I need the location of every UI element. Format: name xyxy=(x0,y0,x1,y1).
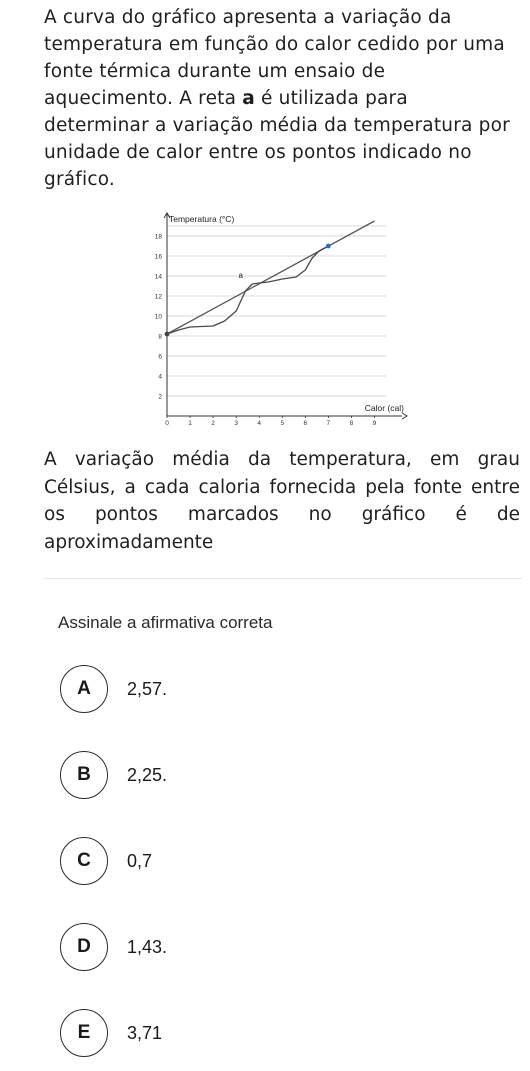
x-tick-label-7: 7 xyxy=(326,420,331,427)
y-tick-label-8: 8 xyxy=(158,333,162,341)
x-tick-label-1: 1 xyxy=(188,420,192,427)
marked-point-1 xyxy=(165,332,170,337)
line-a-annotation: a xyxy=(238,271,243,280)
temperature-heat-chart xyxy=(140,208,420,434)
option-e-text[interactable]: 3,71 xyxy=(127,1022,163,1043)
x-tick-label-8: 8 xyxy=(349,420,354,427)
option-c-text[interactable]: 0,7 xyxy=(127,850,153,871)
y-tick-label-4: 4 xyxy=(158,373,162,381)
option-e[interactable] xyxy=(60,1008,162,1058)
x-tick-label-2: 2 xyxy=(211,420,215,427)
option-a-text[interactable]: 2,57. xyxy=(127,678,168,699)
question-part-1: A curva do gráfico apresenta a variação da temperatura em função do calor cedido por uma fonte térmica durante um ensaio de aquecimento. A reta xyxy=(44,7,505,109)
marked-point-2 xyxy=(326,244,331,249)
x-tick-label-9: 9 xyxy=(372,420,377,427)
y-tick-label-10: 10 xyxy=(154,313,162,321)
followup-text: A variação média da temperatura, em grau Célsius, a cada caloria fornecida pela fonte entre os pontos marcados no gráfico é de aproximadamente xyxy=(44,449,520,553)
y-tick-label-16: 16 xyxy=(154,253,162,261)
option-b-text[interactable]: 2,25. xyxy=(127,764,168,785)
question-part-2: é utilizada para determinar a variação média da temperatura por unidade de calor entre os pontos indicado no gráfico. xyxy=(44,88,510,190)
x-tick-label-4: 4 xyxy=(257,420,262,427)
x-axis-label: Calor (cal) xyxy=(364,403,404,413)
option-b-letter[interactable]: B xyxy=(60,751,108,799)
y-tick-label-18: 18 xyxy=(154,233,162,241)
option-c-letter[interactable]: C xyxy=(60,837,108,885)
y-tick-label-14: 14 xyxy=(154,273,162,281)
option-a-letter[interactable]: A xyxy=(60,665,108,713)
y-tick-label-2: 2 xyxy=(158,393,162,401)
line-label-a: a xyxy=(242,88,255,109)
option-d[interactable] xyxy=(60,922,167,972)
answer-prompt: Assinale a afirmativa correta xyxy=(58,613,273,632)
option-b[interactable] xyxy=(60,750,167,800)
option-c[interactable] xyxy=(60,836,152,886)
x-tick-label-3: 3 xyxy=(234,420,238,427)
y-tick-label-12: 12 xyxy=(154,293,162,301)
option-a[interactable] xyxy=(60,664,167,714)
option-d-letter[interactable]: D xyxy=(60,923,108,971)
x-tick-label-6: 6 xyxy=(303,420,308,427)
x-tick-label-0: 0 xyxy=(165,420,169,427)
x-tick-label-5: 5 xyxy=(280,420,285,427)
y-tick-label-6: 6 xyxy=(158,353,162,361)
y-axis-label: Temperatura (°C) xyxy=(169,214,235,224)
line-a xyxy=(167,221,374,334)
x-axis-arrow-icon xyxy=(402,413,407,419)
divider xyxy=(44,578,522,579)
option-d-text[interactable]: 1,43. xyxy=(127,936,168,957)
question-text xyxy=(44,4,518,193)
option-e-letter[interactable]: E xyxy=(60,1009,108,1057)
chart-svg xyxy=(140,208,420,434)
